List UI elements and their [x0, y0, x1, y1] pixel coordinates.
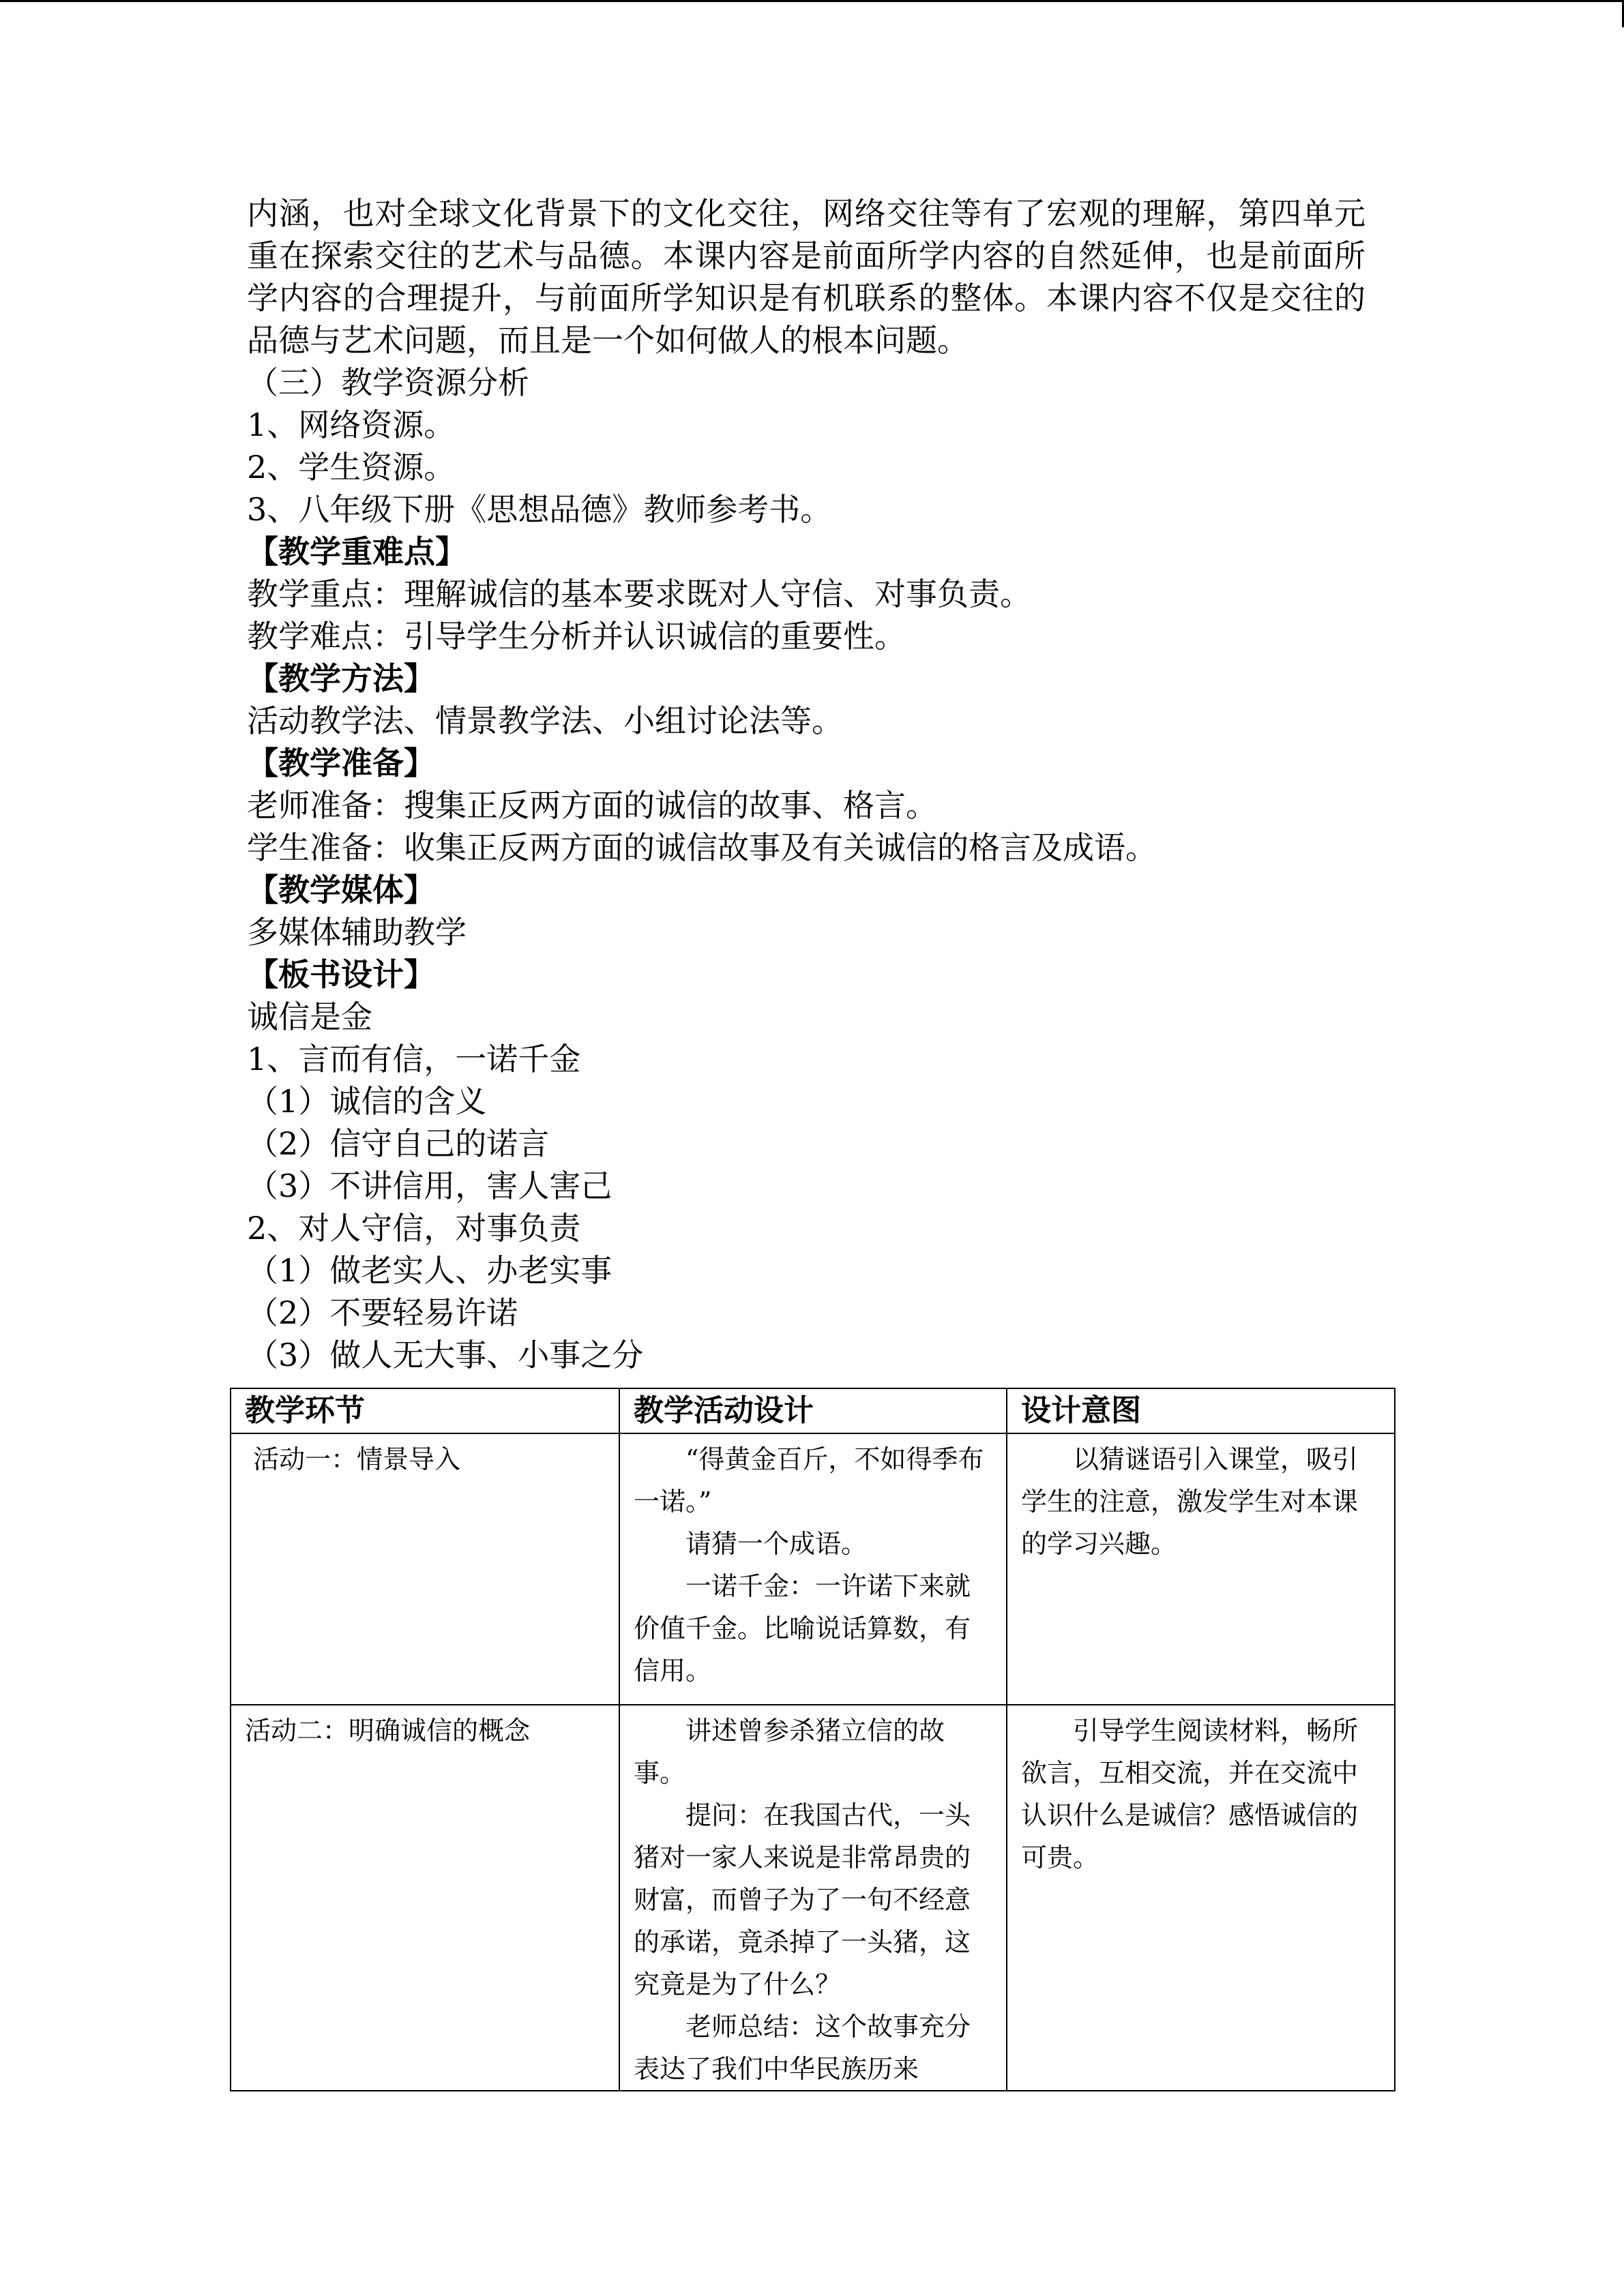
lesson-plan-table [230, 1388, 1396, 2091]
media-heading: 【教学媒体】 [247, 871, 435, 908]
table-row [231, 1433, 1395, 1705]
table-row [231, 1705, 1395, 2091]
key-point-focus: 教学重点：理解诚信的基本要求既对人守信、对事负责。 [247, 576, 1031, 612]
methods-heading: 【教学方法】 [247, 660, 435, 697]
resource-item: 1、网络资源。 [247, 406, 456, 443]
board-line: 1、言而有信，一诺千金 [247, 1041, 581, 1077]
board-line: （2）信守自己的诺言 [247, 1125, 550, 1162]
header-stage: 教学环节 [231, 1388, 619, 1433]
board-line: （3）不讲信用，害人害己 [247, 1167, 612, 1204]
intro-paragraph: 内涵，也对全球文化背景下的文化交往，网络交往等有了宏观的理解，第四单元重在探索交往的艺术与品德。本课内容是前面所学内容的自然延伸，也是前面所学内容的合理提升，与前面所学知识是有机联系的整体。本课内容不仅是交往的品德与艺术问题，而且是一个如何做人的根本问题。 [247, 195, 1365, 359]
table-header-row [231, 1388, 1395, 1433]
media-text: 多媒体辅助教学 [247, 914, 467, 951]
document-body [247, 192, 1365, 1376]
board-line: （3）做人无大事、小事之分 [247, 1337, 644, 1373]
top-border-line [0, 0, 1624, 2]
board-heading: 【板书设计】 [247, 956, 435, 993]
stage-cell: 活动二：明确诚信的概念 [231, 1705, 619, 2091]
student-preparation: 学生准备：收集正反两方面的诚信故事及有关诚信的格言及成语。 [247, 829, 1157, 866]
design-cell: 讲述曾参杀猪立信的故事。 提问：在我国古代，一头猪对一家人来说是非常昂贵的财富，而曾子为了一句不经意的承诺，竟杀掉了一头猪，这究竟是为了什么？ 老师总结：这个故事充分表达了我们中华民族历来 [619, 1705, 1007, 2091]
board-line: （1）做老实人、办老实事 [247, 1252, 612, 1289]
preparation-heading: 【教学准备】 [247, 745, 435, 781]
board-line: 2、对人守信，对事负责 [247, 1210, 581, 1247]
header-intent: 设计意图 [1007, 1388, 1395, 1433]
design-cell: “得黄金百斤，不如得季布一诺。” 请猜一个成语。 一诺千金：一许诺下来就价值千金。比喻说话算数，有信用。 [619, 1433, 1007, 1705]
methods-text: 活动教学法、情景教学法、小组讨论法等。 [247, 702, 843, 739]
stage-cell: 活动一：情景导入 [231, 1433, 619, 1705]
key-points-heading: 【教学重难点】 [247, 533, 467, 570]
teacher-preparation: 老师准备：搜集正反两方面的诚信的故事、格言。 [247, 787, 937, 824]
resources-heading: （三）教学资源分析 [247, 364, 529, 401]
board-line: （2）不要轻易许诺 [247, 1294, 518, 1331]
intent-cell: 引导学生阅读材料，畅所欲言，互相交流，并在交流中认识什么是诚信？感悟诚信的可贵。 [1007, 1705, 1395, 2091]
resource-item: 2、学生资源。 [247, 449, 456, 486]
key-point-difficulty: 教学难点：引导学生分析并认识诚信的重要性。 [247, 618, 906, 655]
board-line: 诚信是金 [247, 998, 372, 1035]
header-design: 教学活动设计 [619, 1388, 1007, 1433]
resource-item: 3、八年级下册《思想品德》教师参考书。 [247, 491, 832, 528]
intent-cell: 以猜谜语引入课堂，吸引学生的注意，激发学生对本课的学习兴趣。 [1007, 1433, 1395, 1705]
board-line: （1）诚信的含义 [247, 1083, 487, 1120]
